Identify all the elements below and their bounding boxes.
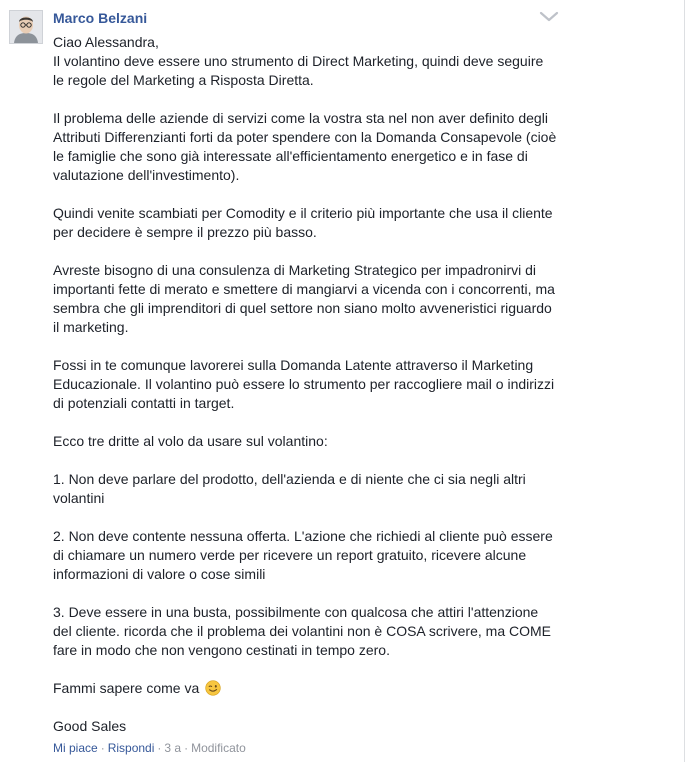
winking-face-emoji-icon [205, 680, 221, 696]
separator: · [157, 741, 162, 755]
like-link[interactable]: Mi piace [53, 741, 98, 755]
comment-paragraph: 1. Non deve parlare del prodotto, dell'azienda e di niente che ci sia negli altri volantini [53, 471, 526, 506]
comment-author[interactable]: Marco Belzani [53, 10, 148, 26]
comment-text: Fammi sapere come va [53, 680, 200, 696]
edited-label[interactable]: Modificato [191, 741, 246, 755]
comment-paragraph: Fossi in te comunque lavorerei sulla Domanda Latente attraverso il Marketing Educazionale. Il volantino può essere lo strumento per raccogliere mail o indirizzi di potenziali contatti in target. [53, 357, 555, 411]
column-divider [684, 0, 685, 762]
person-photo-icon [10, 11, 42, 43]
comment-paragraph-with-emoji [53, 679, 563, 698]
comment-paragraph: Ciao Alessandra, Il volantino deve essere uno strumento di Direct Marketing, quindi deve seguire le regole del Marketing a Risposta Diretta. [53, 34, 544, 88]
comment-paragraph: Avreste bisogno di una consulenza di Marketing Strategico per impadronirvi di importanti fette di merato e smettere di mangiarvi a vicenda con i concorrenti, ma sembra che gli imprenditori di quel settore non siano molto avveneristici riguardo il marketing. [53, 262, 555, 335]
avatar[interactable] [9, 10, 43, 44]
comment-paragraph: Il problema delle aziende di servizi come la vostra sta nel non aver definito degli Attributi Differenzianti forti da poter spendere con la Domanda Consapevole (cioè le famiglie che sono già interessate all'efficientamento energetico e in fase di valutazione dell'investimento). [53, 110, 557, 183]
comment-timestamp[interactable]: 3 a [164, 741, 182, 755]
comment-paragraph: Quindi venite scambiati per Comodity e il criterio più importante che usa il cliente per decidere è sempre il prezzo più basso. [53, 205, 553, 240]
comment-signoff: Good Sales [53, 718, 127, 734]
comment-actions [53, 741, 246, 755]
comment-body [53, 33, 563, 736]
reply-link[interactable]: Rispondi [107, 741, 155, 755]
separator: · [184, 741, 189, 755]
comment-paragraph: 2. Non deve contente nessuna offerta. L'azione che richiedi al cliente può essere di chiamare un numero verde per ricevere un report gratuito, ricevere alcune informazioni di valore o cose simili [53, 528, 553, 582]
separator: · [100, 741, 105, 755]
comment-paragraph: 3. Deve essere in una busta, possibilmente con qualcosa che attiri l'attenzione del cliente. ricorda che il problema dei volantini non è COSA scrivere, ma COME fare in modo che non vengono cestinati in tempo zero. [53, 604, 551, 658]
comment-paragraph: Ecco tre dritte al volo da usare sul volantino: [53, 433, 328, 449]
chevron-down-icon[interactable] [539, 10, 559, 24]
